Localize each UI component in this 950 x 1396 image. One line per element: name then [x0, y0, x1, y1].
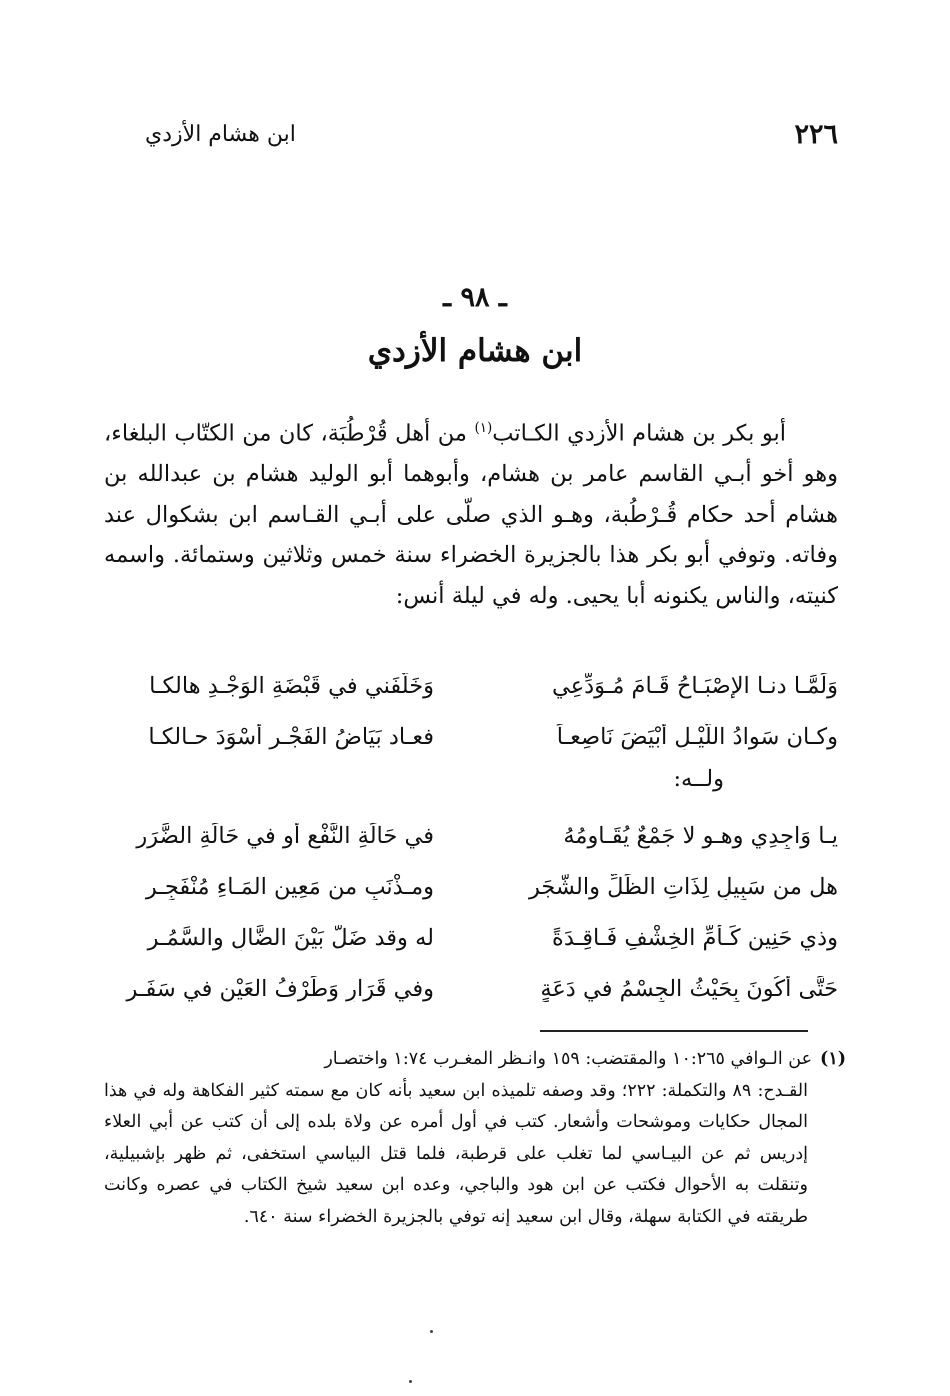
- verse-line: [104, 912, 838, 963]
- footnote-divider: [540, 1030, 808, 1032]
- ink-speck: [430, 1330, 433, 1333]
- verse-second-hemistich: في حَالَةِ النَّفْعِ أو في حَالَةِ الضَّرَرِ: [136, 822, 434, 849]
- poem-second: [104, 810, 838, 1014]
- verse-first-hemistich: هل من سَبِيلٍ لِذَاتِ الظِّلِّ والشَّجَرِ: [528, 873, 838, 900]
- paragraph-text-rest: من أهل قُرْطُبَة، كان من الكتّاب البلغاء، وهو أخو أبـي القاسم عامر بن هشام، وأبوهما أبو الوليد هشام بن عبدالله بن هشام أحد حكام قُـرْطُبة، وهـو الذي صلّى على أبـي القـاسم ابن بشكوال عند وفاته. وتوفي أبو بكر هذا بالجزيرة الخضراء سنة خمس وثلاثين وستمائة. واسمه كنيته، والناس يكنونه أبا يحيى. وله في ليلة أنس:: [104, 420, 838, 609]
- verse-first-hemistich: يـا وَاجِدِي وهـو لا جَمْعٌ يُقَـاوِمُهُ: [563, 822, 838, 849]
- verse-line: [104, 963, 838, 1014]
- verse-first-hemistich: وذي حَنِينٍ كَـأُمِّ الخِشْفِ فَـاقِـدَةً: [552, 924, 838, 951]
- verse-first-hemistich: وكـان سَوادُ اللَّيْـلِ أَبْيَضَ نَاصِعـاً: [556, 723, 838, 750]
- footnote-first-line: عن الـوافي ١٠:٢٦٥ والمقتضب: ١٥٩ وانـظر المغـرب ١:٧٤ واختصـار: [324, 1049, 813, 1069]
- footnote-continuation: القـدح: ٨٩ والتكملة: ٢٢٢؛ وقد وصفه تلميذه ابن سعيد بأنه كان مع سمته كثير الفكاهة وله في هذا المجال حكايات وموشحات وأشعار. كتب في أول أمره عن ولاة بلده إلى أن كتب عن أبي العلاء إدريس ثم عن البيـاسي لما تغلب على قرطبة، فلما قتل البياسي استخفى، ثم ظهر بإشبيلية، وتنقلت به الأحوال فكتب عن ابن هود والباجي، وعده ابن سعيد شيخ الكتاب في عصره وكانت طريقته في الكتابة سهلة، وقال ابن سعيد إنه توفي بالجزيرة الخضراء سنة ٦٤٠.: [104, 1080, 809, 1227]
- verse-second-hemistich: فعـاد بَيَاضُ الفَجْـرِ أَسْوَدَ حـالكـا: [148, 723, 434, 750]
- verse-second-hemistich: وَخَلَّفَني في قَبْضَةِ الوَجْـدِ هالكـا: [149, 672, 434, 699]
- running-title: ابن هشام الأزدي: [145, 121, 296, 147]
- running-header: [110, 112, 838, 156]
- footnote-marker: (١): [820, 1049, 846, 1069]
- footnote: [104, 1044, 846, 1234]
- ink-speck: [409, 1380, 412, 1383]
- entry-title: ابن هشام الأزدي: [367, 333, 583, 369]
- verse-second-hemistich: له وقد ضَلَّ بَيْنَ الضَّالِ والسَّمُـرِ: [147, 924, 434, 951]
- biography-paragraph: [104, 408, 838, 616]
- verse-intro: ولــه:: [673, 766, 724, 792]
- paragraph-text-start: أبو بكر بن هشام الأزدي الكـاتب: [492, 420, 786, 447]
- verse-first-hemistich: حَتَّى أَكُونَ بِحَيْثُ الجِسْمُ في دَعَةٍ: [540, 975, 838, 1002]
- footnote-reference: (١): [474, 420, 493, 436]
- verse-line: [104, 861, 838, 912]
- entry-number: ـ ٩٨ ـ: [443, 282, 507, 313]
- page-number: ٢٢٦: [794, 118, 838, 150]
- poem-first: [104, 660, 838, 762]
- verse-second-hemistich: وفي قَرَارٍ وَطَرْفُ العَيْنِ في سَفَـرِ: [126, 975, 434, 1002]
- verse-line: [104, 810, 838, 861]
- verse-second-hemistich: ومـذْنَبٍ من مَعِينِ المَـاءِ مُنْفَجِـرِ: [145, 873, 434, 900]
- verse-line: [104, 711, 838, 762]
- verse-first-hemistich: وَلَمَّـا دنـا الإِصْبَـاحُ قَـامَ مُـوَدِّعِي: [551, 672, 838, 699]
- verse-line: [104, 660, 838, 711]
